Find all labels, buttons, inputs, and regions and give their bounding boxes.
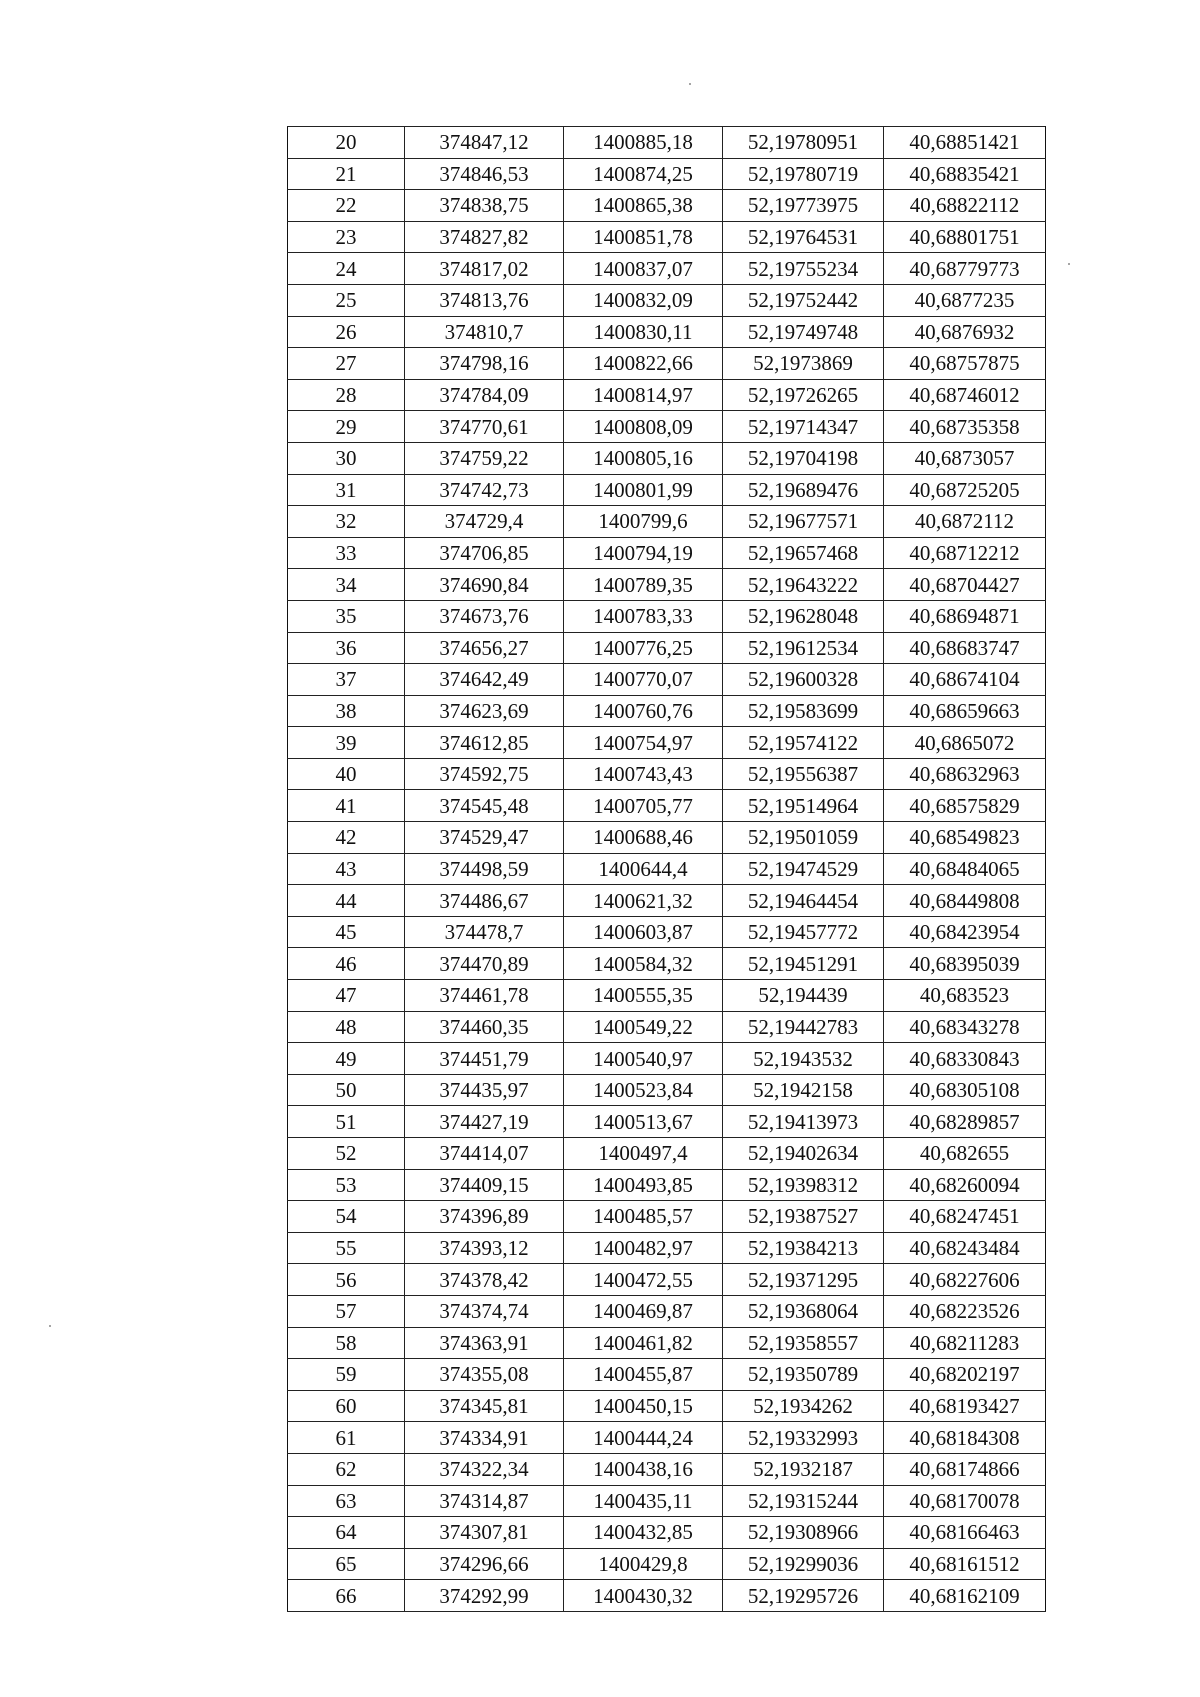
y-coordinate-cell: 1400555,35 [564, 980, 723, 1012]
table-row [288, 632, 1046, 664]
y-coordinate-cell: 1400770,07 [564, 664, 723, 696]
x-coordinate-cell: 374322,34 [405, 1453, 564, 1485]
y-coordinate-cell: 1400455,87 [564, 1359, 723, 1391]
latitude-cell: 52,19371295 [723, 1264, 884, 1296]
point-number-cell: 41 [288, 790, 405, 822]
table-row [288, 1138, 1046, 1170]
latitude-cell: 52,19299036 [723, 1548, 884, 1580]
point-number-cell: 59 [288, 1359, 405, 1391]
table-row [288, 348, 1046, 380]
point-number-cell: 37 [288, 664, 405, 696]
latitude-cell: 52,19451291 [723, 948, 884, 980]
point-number-cell: 39 [288, 727, 405, 759]
point-number-cell: 66 [288, 1580, 405, 1612]
latitude-cell: 52,19689476 [723, 474, 884, 506]
latitude-cell: 52,19612534 [723, 632, 884, 664]
longitude-cell: 40,68161512 [884, 1548, 1046, 1580]
table-row [288, 379, 1046, 411]
point-number-cell: 53 [288, 1169, 405, 1201]
latitude-cell: 52,194439 [723, 980, 884, 1012]
table-row [288, 537, 1046, 569]
latitude-cell: 52,19749748 [723, 316, 884, 348]
table-row [288, 127, 1046, 159]
x-coordinate-cell: 374427,19 [405, 1106, 564, 1138]
table-row [288, 1232, 1046, 1264]
point-number-cell: 45 [288, 916, 405, 948]
y-coordinate-cell: 1400603,87 [564, 916, 723, 948]
table-row [288, 221, 1046, 253]
longitude-cell: 40,68757875 [884, 348, 1046, 380]
table-row [288, 916, 1046, 948]
x-coordinate-cell: 374656,27 [405, 632, 564, 664]
table-row [288, 758, 1046, 790]
y-coordinate-cell: 1400832,09 [564, 284, 723, 316]
x-coordinate-cell: 374817,02 [405, 253, 564, 285]
table-row [288, 948, 1046, 980]
y-coordinate-cell: 1400584,32 [564, 948, 723, 980]
longitude-cell: 40,68223526 [884, 1295, 1046, 1327]
table-row [288, 158, 1046, 190]
x-coordinate-cell: 374529,47 [405, 822, 564, 854]
latitude-cell: 52,19755234 [723, 253, 884, 285]
x-coordinate-cell: 374451,79 [405, 1043, 564, 1075]
latitude-cell: 52,19457772 [723, 916, 884, 948]
point-number-cell: 25 [288, 284, 405, 316]
longitude-cell: 40,68289857 [884, 1106, 1046, 1138]
x-coordinate-cell: 374396,89 [405, 1201, 564, 1233]
x-coordinate-cell: 374729,4 [405, 506, 564, 538]
table-row [288, 980, 1046, 1012]
point-number-cell: 58 [288, 1327, 405, 1359]
table-row [288, 1422, 1046, 1454]
x-coordinate-cell: 374393,12 [405, 1232, 564, 1264]
x-coordinate-cell: 374623,69 [405, 695, 564, 727]
latitude-cell: 52,19704198 [723, 442, 884, 474]
x-coordinate-cell: 374810,7 [405, 316, 564, 348]
y-coordinate-cell: 1400874,25 [564, 158, 723, 190]
x-coordinate-cell: 374770,61 [405, 411, 564, 443]
y-coordinate-cell: 1400430,32 [564, 1580, 723, 1612]
y-coordinate-cell: 1400789,35 [564, 569, 723, 601]
longitude-cell: 40,68694871 [884, 600, 1046, 632]
longitude-cell: 40,68851421 [884, 127, 1046, 159]
table-row [288, 1327, 1046, 1359]
longitude-cell: 40,68423954 [884, 916, 1046, 948]
latitude-cell: 52,19384213 [723, 1232, 884, 1264]
latitude-cell: 52,19387527 [723, 1201, 884, 1233]
y-coordinate-cell: 1400799,6 [564, 506, 723, 538]
point-number-cell: 21 [288, 158, 405, 190]
longitude-cell: 40,68330843 [884, 1043, 1046, 1075]
y-coordinate-cell: 1400549,22 [564, 1011, 723, 1043]
table-row [288, 442, 1046, 474]
longitude-cell: 40,68395039 [884, 948, 1046, 980]
latitude-cell: 52,19628048 [723, 600, 884, 632]
latitude-cell: 52,19574122 [723, 727, 884, 759]
table-row [288, 885, 1046, 917]
latitude-cell: 52,19714347 [723, 411, 884, 443]
longitude-cell: 40,68305108 [884, 1074, 1046, 1106]
point-number-cell: 23 [288, 221, 405, 253]
longitude-cell: 40,68260094 [884, 1169, 1046, 1201]
table-row [288, 569, 1046, 601]
table-row [288, 727, 1046, 759]
x-coordinate-cell: 374435,97 [405, 1074, 564, 1106]
latitude-cell: 52,19350789 [723, 1359, 884, 1391]
y-coordinate-cell: 1400705,77 [564, 790, 723, 822]
y-coordinate-cell: 1400461,82 [564, 1327, 723, 1359]
point-number-cell: 27 [288, 348, 405, 380]
x-coordinate-cell: 374334,91 [405, 1422, 564, 1454]
table-row [288, 1548, 1046, 1580]
y-coordinate-cell: 1400432,85 [564, 1517, 723, 1549]
longitude-cell: 40,6877235 [884, 284, 1046, 316]
table-row [288, 1453, 1046, 1485]
longitude-cell: 40,682655 [884, 1138, 1046, 1170]
x-coordinate-cell: 374846,53 [405, 158, 564, 190]
longitude-cell: 40,68247451 [884, 1201, 1046, 1233]
point-number-cell: 32 [288, 506, 405, 538]
latitude-cell: 52,19464454 [723, 885, 884, 917]
point-number-cell: 56 [288, 1264, 405, 1296]
y-coordinate-cell: 1400540,97 [564, 1043, 723, 1075]
point-number-cell: 30 [288, 442, 405, 474]
table-row [288, 1580, 1046, 1612]
table-row [288, 1485, 1046, 1517]
longitude-cell: 40,68243484 [884, 1232, 1046, 1264]
longitude-cell: 40,68343278 [884, 1011, 1046, 1043]
longitude-cell: 40,68659663 [884, 695, 1046, 727]
longitude-cell: 40,68746012 [884, 379, 1046, 411]
point-number-cell: 24 [288, 253, 405, 285]
x-coordinate-cell: 374673,76 [405, 600, 564, 632]
latitude-cell: 52,19514964 [723, 790, 884, 822]
longitude-cell: 40,68801751 [884, 221, 1046, 253]
y-coordinate-cell: 1400438,16 [564, 1453, 723, 1485]
latitude-cell: 52,19657468 [723, 537, 884, 569]
table-row [288, 474, 1046, 506]
longitude-cell: 40,6865072 [884, 727, 1046, 759]
y-coordinate-cell: 1400885,18 [564, 127, 723, 159]
point-number-cell: 49 [288, 1043, 405, 1075]
table-row [288, 600, 1046, 632]
table-row [288, 853, 1046, 885]
y-coordinate-cell: 1400497,4 [564, 1138, 723, 1170]
table-row [288, 1295, 1046, 1327]
latitude-cell: 52,1934262 [723, 1390, 884, 1422]
longitude-cell: 40,68202197 [884, 1359, 1046, 1391]
table-row [288, 253, 1046, 285]
y-coordinate-cell: 1400523,84 [564, 1074, 723, 1106]
y-coordinate-cell: 1400805,16 [564, 442, 723, 474]
table-row [288, 1011, 1046, 1043]
longitude-cell: 40,6872112 [884, 506, 1046, 538]
point-number-cell: 47 [288, 980, 405, 1012]
point-number-cell: 20 [288, 127, 405, 159]
y-coordinate-cell: 1400760,76 [564, 695, 723, 727]
longitude-cell: 40,68575829 [884, 790, 1046, 822]
longitude-cell: 40,68484065 [884, 853, 1046, 885]
longitude-cell: 40,683523 [884, 980, 1046, 1012]
table-row [288, 822, 1046, 854]
longitude-cell: 40,68227606 [884, 1264, 1046, 1296]
coordinates-table-body [288, 127, 1046, 1612]
table-row [288, 316, 1046, 348]
table-row [288, 190, 1046, 222]
latitude-cell: 52,19773975 [723, 190, 884, 222]
y-coordinate-cell: 1400865,38 [564, 190, 723, 222]
scan-speck [689, 83, 691, 85]
y-coordinate-cell: 1400621,32 [564, 885, 723, 917]
x-coordinate-cell: 374827,82 [405, 221, 564, 253]
longitude-cell: 40,68835421 [884, 158, 1046, 190]
y-coordinate-cell: 1400783,33 [564, 600, 723, 632]
latitude-cell: 52,19308966 [723, 1517, 884, 1549]
latitude-cell: 52,19556387 [723, 758, 884, 790]
point-number-cell: 48 [288, 1011, 405, 1043]
y-coordinate-cell: 1400814,97 [564, 379, 723, 411]
x-coordinate-cell: 374847,12 [405, 127, 564, 159]
latitude-cell: 52,19764531 [723, 221, 884, 253]
scan-speck [49, 1325, 51, 1327]
latitude-cell: 52,19398312 [723, 1169, 884, 1201]
point-number-cell: 22 [288, 190, 405, 222]
y-coordinate-cell: 1400429,8 [564, 1548, 723, 1580]
latitude-cell: 52,1973869 [723, 348, 884, 380]
point-number-cell: 35 [288, 600, 405, 632]
x-coordinate-cell: 374784,09 [405, 379, 564, 411]
longitude-cell: 40,68184308 [884, 1422, 1046, 1454]
latitude-cell: 52,19358557 [723, 1327, 884, 1359]
x-coordinate-cell: 374759,22 [405, 442, 564, 474]
latitude-cell: 52,19780719 [723, 158, 884, 190]
longitude-cell: 40,68779773 [884, 253, 1046, 285]
y-coordinate-cell: 1400776,25 [564, 632, 723, 664]
latitude-cell: 52,19643222 [723, 569, 884, 601]
y-coordinate-cell: 1400444,24 [564, 1422, 723, 1454]
table-row [288, 1517, 1046, 1549]
x-coordinate-cell: 374470,89 [405, 948, 564, 980]
x-coordinate-cell: 374706,85 [405, 537, 564, 569]
latitude-cell: 52,19780951 [723, 127, 884, 159]
point-number-cell: 34 [288, 569, 405, 601]
x-coordinate-cell: 374642,49 [405, 664, 564, 696]
longitude-cell: 40,68725205 [884, 474, 1046, 506]
latitude-cell: 52,19368064 [723, 1295, 884, 1327]
x-coordinate-cell: 374813,76 [405, 284, 564, 316]
x-coordinate-cell: 374314,87 [405, 1485, 564, 1517]
point-number-cell: 55 [288, 1232, 405, 1264]
x-coordinate-cell: 374486,67 [405, 885, 564, 917]
table-row [288, 1390, 1046, 1422]
table-row [288, 284, 1046, 316]
latitude-cell: 52,19600328 [723, 664, 884, 696]
table-row [288, 1264, 1046, 1296]
longitude-cell: 40,68449808 [884, 885, 1046, 917]
x-coordinate-cell: 374414,07 [405, 1138, 564, 1170]
table-row [288, 1201, 1046, 1233]
latitude-cell: 52,19295726 [723, 1580, 884, 1612]
point-number-cell: 52 [288, 1138, 405, 1170]
x-coordinate-cell: 374478,7 [405, 916, 564, 948]
table-row [288, 1074, 1046, 1106]
point-number-cell: 51 [288, 1106, 405, 1138]
y-coordinate-cell: 1400513,67 [564, 1106, 723, 1138]
longitude-cell: 40,68162109 [884, 1580, 1046, 1612]
point-number-cell: 62 [288, 1453, 405, 1485]
x-coordinate-cell: 374612,85 [405, 727, 564, 759]
y-coordinate-cell: 1400472,55 [564, 1264, 723, 1296]
longitude-cell: 40,68735358 [884, 411, 1046, 443]
longitude-cell: 40,68683747 [884, 632, 1046, 664]
point-number-cell: 38 [288, 695, 405, 727]
x-coordinate-cell: 374409,15 [405, 1169, 564, 1201]
x-coordinate-cell: 374345,81 [405, 1390, 564, 1422]
longitude-cell: 40,68170078 [884, 1485, 1046, 1517]
latitude-cell: 52,1943532 [723, 1043, 884, 1075]
table-row [288, 1169, 1046, 1201]
y-coordinate-cell: 1400485,57 [564, 1201, 723, 1233]
x-coordinate-cell: 374545,48 [405, 790, 564, 822]
y-coordinate-cell: 1400688,46 [564, 822, 723, 854]
x-coordinate-cell: 374378,42 [405, 1264, 564, 1296]
latitude-cell: 52,19402634 [723, 1138, 884, 1170]
scan-speck [1068, 263, 1070, 265]
y-coordinate-cell: 1400808,09 [564, 411, 723, 443]
y-coordinate-cell: 1400435,11 [564, 1485, 723, 1517]
point-number-cell: 26 [288, 316, 405, 348]
longitude-cell: 40,68704427 [884, 569, 1046, 601]
point-number-cell: 36 [288, 632, 405, 664]
point-number-cell: 60 [288, 1390, 405, 1422]
longitude-cell: 40,68712212 [884, 537, 1046, 569]
point-number-cell: 50 [288, 1074, 405, 1106]
latitude-cell: 52,19677571 [723, 506, 884, 538]
longitude-cell: 40,68674104 [884, 664, 1046, 696]
point-number-cell: 31 [288, 474, 405, 506]
latitude-cell: 52,1932187 [723, 1453, 884, 1485]
longitude-cell: 40,68174866 [884, 1453, 1046, 1485]
latitude-cell: 52,19752442 [723, 284, 884, 316]
x-coordinate-cell: 374363,91 [405, 1327, 564, 1359]
table-row [288, 1106, 1046, 1138]
point-number-cell: 46 [288, 948, 405, 980]
point-number-cell: 43 [288, 853, 405, 885]
longitude-cell: 40,68193427 [884, 1390, 1046, 1422]
coordinates-table [287, 126, 1046, 1612]
longitude-cell: 40,68166463 [884, 1517, 1046, 1549]
point-number-cell: 28 [288, 379, 405, 411]
point-number-cell: 57 [288, 1295, 405, 1327]
x-coordinate-cell: 374374,74 [405, 1295, 564, 1327]
x-coordinate-cell: 374838,75 [405, 190, 564, 222]
x-coordinate-cell: 374690,84 [405, 569, 564, 601]
point-number-cell: 40 [288, 758, 405, 790]
point-number-cell: 61 [288, 1422, 405, 1454]
y-coordinate-cell: 1400851,78 [564, 221, 723, 253]
x-coordinate-cell: 374798,16 [405, 348, 564, 380]
table-row [288, 411, 1046, 443]
latitude-cell: 52,1942158 [723, 1074, 884, 1106]
y-coordinate-cell: 1400822,66 [564, 348, 723, 380]
latitude-cell: 52,19501059 [723, 822, 884, 854]
y-coordinate-cell: 1400743,43 [564, 758, 723, 790]
x-coordinate-cell: 374355,08 [405, 1359, 564, 1391]
x-coordinate-cell: 374296,66 [405, 1548, 564, 1580]
table-row [288, 1359, 1046, 1391]
y-coordinate-cell: 1400801,99 [564, 474, 723, 506]
y-coordinate-cell: 1400450,15 [564, 1390, 723, 1422]
point-number-cell: 54 [288, 1201, 405, 1233]
x-coordinate-cell: 374498,59 [405, 853, 564, 885]
y-coordinate-cell: 1400493,85 [564, 1169, 723, 1201]
longitude-cell: 40,68822112 [884, 190, 1046, 222]
y-coordinate-cell: 1400644,4 [564, 853, 723, 885]
x-coordinate-cell: 374461,78 [405, 980, 564, 1012]
longitude-cell: 40,68549823 [884, 822, 1046, 854]
table-row [288, 664, 1046, 696]
y-coordinate-cell: 1400830,11 [564, 316, 723, 348]
point-number-cell: 44 [288, 885, 405, 917]
table-row [288, 506, 1046, 538]
x-coordinate-cell: 374592,75 [405, 758, 564, 790]
table-row [288, 695, 1046, 727]
y-coordinate-cell: 1400482,97 [564, 1232, 723, 1264]
y-coordinate-cell: 1400469,87 [564, 1295, 723, 1327]
point-number-cell: 64 [288, 1517, 405, 1549]
point-number-cell: 63 [288, 1485, 405, 1517]
latitude-cell: 52,19332993 [723, 1422, 884, 1454]
latitude-cell: 52,19474529 [723, 853, 884, 885]
y-coordinate-cell: 1400837,07 [564, 253, 723, 285]
x-coordinate-cell: 374292,99 [405, 1580, 564, 1612]
longitude-cell: 40,6876932 [884, 316, 1046, 348]
latitude-cell: 52,19583699 [723, 695, 884, 727]
point-number-cell: 42 [288, 822, 405, 854]
y-coordinate-cell: 1400794,19 [564, 537, 723, 569]
x-coordinate-cell: 374307,81 [405, 1517, 564, 1549]
table-row [288, 1043, 1046, 1075]
y-coordinate-cell: 1400754,97 [564, 727, 723, 759]
latitude-cell: 52,19726265 [723, 379, 884, 411]
latitude-cell: 52,19442783 [723, 1011, 884, 1043]
longitude-cell: 40,6873057 [884, 442, 1046, 474]
point-number-cell: 33 [288, 537, 405, 569]
longitude-cell: 40,68211283 [884, 1327, 1046, 1359]
table-row [288, 790, 1046, 822]
latitude-cell: 52,19413973 [723, 1106, 884, 1138]
point-number-cell: 65 [288, 1548, 405, 1580]
point-number-cell: 29 [288, 411, 405, 443]
latitude-cell: 52,19315244 [723, 1485, 884, 1517]
longitude-cell: 40,68632963 [884, 758, 1046, 790]
x-coordinate-cell: 374460,35 [405, 1011, 564, 1043]
x-coordinate-cell: 374742,73 [405, 474, 564, 506]
